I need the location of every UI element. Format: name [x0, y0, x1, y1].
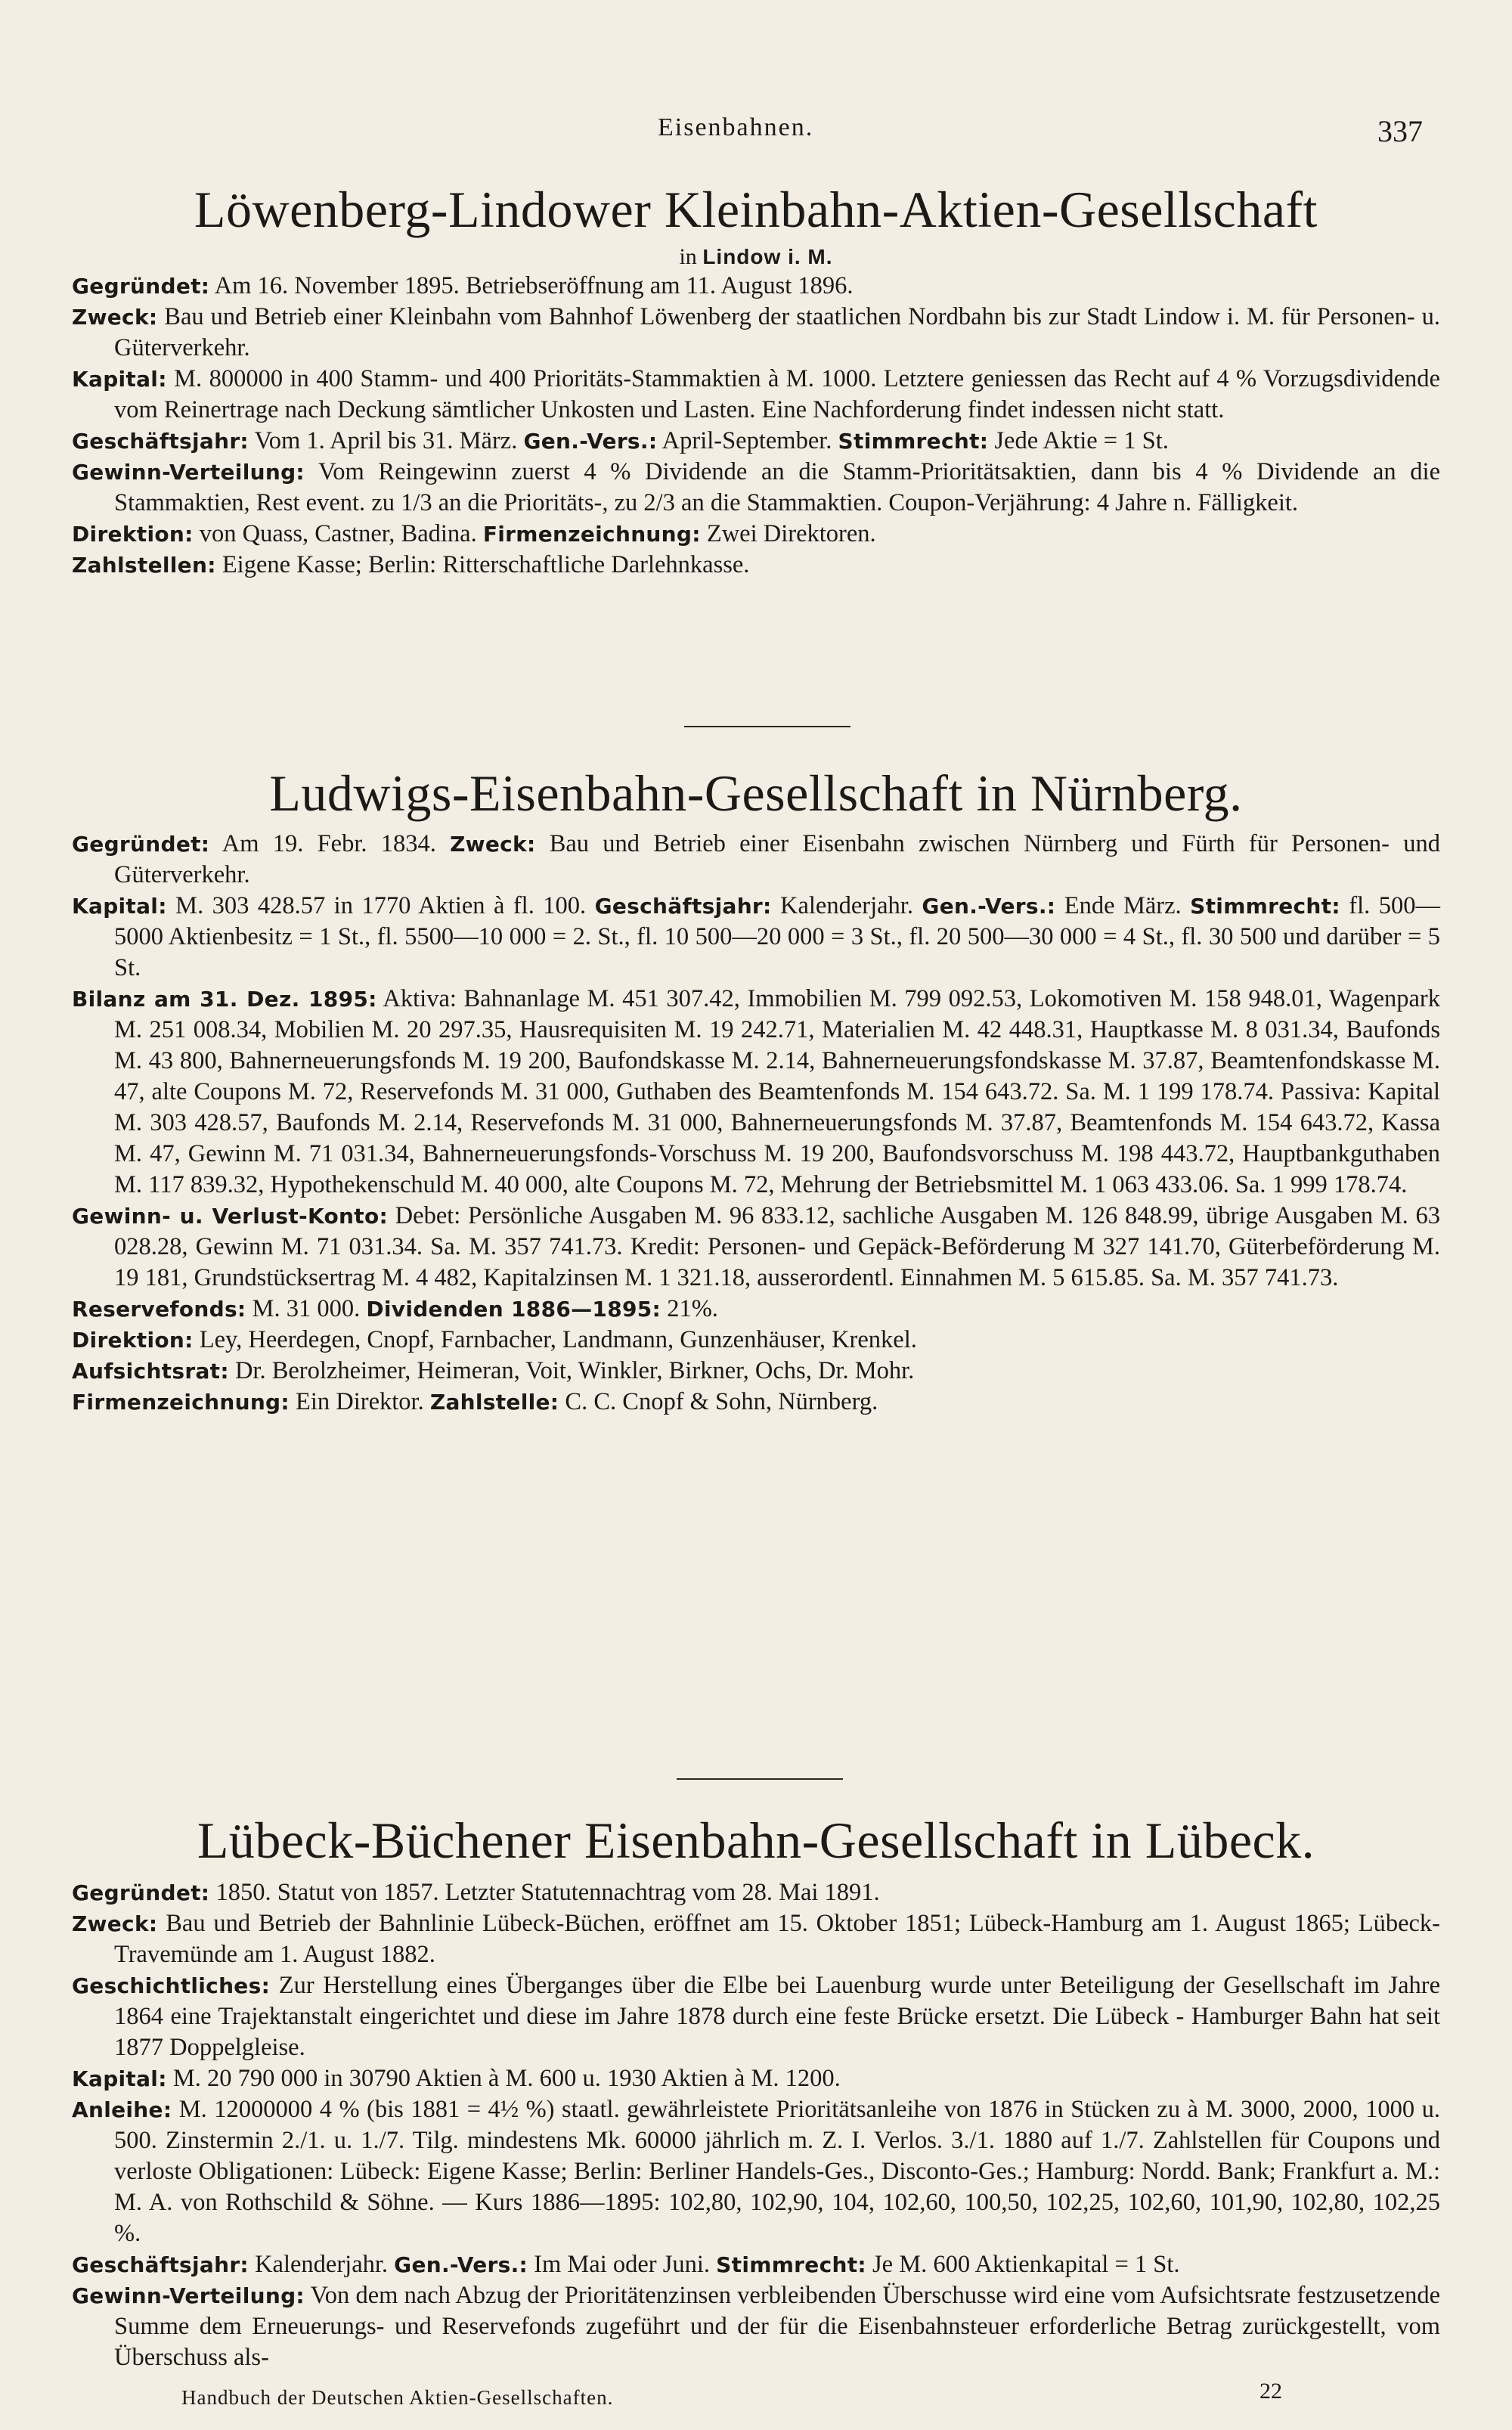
entry-gegruendet: Gegründet: 1850. Statut von 1857. Letzter Statutennachtrag vom 28. Mai 1891.	[72, 1879, 880, 1906]
company-loewenberg-lindower	[72, 180, 1440, 581]
entry-geschaeftsjahr: Geschäftsjahr: Kalenderjahr. Gen.-Vers.: Im Mai oder Juni. Stimmrecht: Je M. 600 Aktienkapital = 1 St.	[72, 2251, 1180, 2278]
company-title: Lübeck-Büchener Eisenbahn-Gesellschaft in Lübeck.	[197, 1812, 1315, 1869]
entry-gewinn-verteilung: Gewinn-Verteilung: Von dem nach Abzug der Prioritätenzinsen verbleibenden Überschusse wird eine vom Aufsichtsrate festzusetzende Summe dem Erneuerungs- und Reservefonds zugeführt und der für die Eisenbahnsteuer erforderliche Betrag zurückgestellt, vom Überschuss als-	[72, 2282, 1440, 2371]
entry-reservefonds: Reservefonds: M. 31 000. Dividenden 1886—1895: 21%.	[72, 1295, 718, 1322]
entry-direktion: Direktion: Ley, Heerdegen, Cnopf, Farnbacher, Landmann, Gunzenhäuser, Krenkel.	[72, 1326, 917, 1353]
entry-zweck: Zweck: Bau und Betrieb der Bahnlinie Lübeck-Büchen, eröffnet am 15. Oktober 1851; Lübeck-Hamburg am 1. August 1865; Lübeck-Travemünde am 1. August 1882.	[72, 1910, 1440, 1968]
entry-kapital: Kapital: M. 20 790 000 in 30790 Aktien à M. 600 u. 1930 Aktien à M. 1200.	[72, 2065, 841, 2092]
running-head	[0, 113, 1512, 159]
entry-aufsichtsrat: Aufsichtsrat: Dr. Berolzheimer, Heimeran, Voit, Winkler, Birkner, Ochs, Dr. Mohr.	[72, 1357, 915, 1384]
entry-gegruendet: Gegründet: Am 19. Febr. 1834. Zweck: Bau und Betrieb einer Eisenbahn zwischen Nürnberg und Fürth für Personen- und Güterverkehr.	[72, 830, 1440, 888]
company-location: in Lindow i. M.	[679, 244, 833, 269]
entry-firmenzeichnung: Firmenzeichnung: Ein Direktor. Zahlstelle: C. C. Cnopf & Sohn, Nürnberg.	[72, 1388, 878, 1415]
entry-geschichtliches: Geschichtliches: Zur Herstellung eines Überganges über die Elbe bei Lauenburg wurde unter Beteiligung der Gesellschaft im Jahre 1864 eine Trajektanstalt eingerichtet und diese im Jahre 1878 durch eine feste Brücke ersetzt. Die Lübeck - Hamburger Bahn hat seit 1877 Doppelgleise.	[72, 1972, 1440, 2061]
entry-zahlstellen: Zahlstellen: Eigene Kasse; Berlin: Ritterschaftliche Darlehnkasse.	[72, 551, 750, 578]
entry-kapital: Kapital: M. 800000 in 400 Stamm- und 400 Prioritäts-Stammaktien à M. 1000. Letztere geniessen das Recht auf 4 % Vorzugsdividende vom Reinertrage nach Deckung sämtlicher Unkosten und Lasten. Eine Nachforderung findet indessen nicht statt.	[72, 365, 1440, 423]
section-divider	[684, 726, 850, 727]
entry-gewinn-verteilung: Gewinn-Verteilung: Vom Reingewinn zuerst 4 % Dividende an die Stamm-Prioritätsaktien, dann bis 4 % Dividende an die Stammaktien, Rest event. zu 1/3 an die Prioritäts-, zu 2/3 an die Stammaktien. Coupon-Verjährung: 4 Jahre n. Fälligkeit.	[72, 458, 1440, 516]
section-divider	[677, 1778, 843, 1780]
signature-mark: 22	[1259, 2379, 1282, 2404]
entry-direktion: Direktion: von Quass, Castner, Badina. Firmenzeichnung: Zwei Direktoren.	[72, 520, 876, 547]
entry-gewinn-verlust-konto: Gewinn- u. Verlust-Konto: Debet: Persönliche Ausgaben M. 96 833.12, sachliche Ausgaben M. 126 848.99, übrige Ausgaben M. 63 028.28, Gewinn M. 71 031.34. Sa. M. 357 741.73. Kredit: Personen- und Gepäck-Beförderung M 327 141.70, Güterbeförderung M. 19 181, Grundstücksertrag M. 4 482, Kapitalzinsen M. 1 321.18, ausserordentl. Einnahmen M. 5 615.85. Sa. M. 357 741.73.	[72, 1202, 1440, 1291]
entry-geschaeftsjahr: Geschäftsjahr: Vom 1. April bis 31. März. Gen.-Vers.: April-September. Stimmrecht: Jede Aktie = 1 St.	[72, 427, 1169, 454]
section-title: Eisenbahnen.	[658, 113, 814, 141]
entry-bilanz: Bilanz am 31. Dez. 1895: Aktiva: Bahnanlage M. 451 307.42, Immobilien M. 799 092.53, Lokomotiven M. 158 948.01, Wagenpark M. 251 008.34, Mobilien M. 20 297.35, Hausrequisiten M. 19 242.71, Materialien M. 42 448.31, Hauptkasse M. 8 031.34, Baufonds M. 43 800, Bahnerneuerungsfonds M. 19 200, Baufondskasse M. 2.14, Bahnerneuerungsfondskasse M. 37.87, Beamtenfondskasse M. 47, alte Coupons M. 72, Reservefonds M. 31 000, Guthaben des Beamtenfonds M. 154 643.72. Sa. M. 1 199 178.74. Passiva: Kapital M. 303 428.57, Baufonds M. 2.14, Reservefonds M. 31 000, Bahnerneuerungsfonds M. 37.87, Beamtenfonds M. 154 643.72, Kassa M. 47, Gewinn M. 71 031.34, Bahnerneuerungsfonds-Vorschuss M. 19 200, Baufondsvorschuss M. 198 443.72, Hauptbankguthaben M. 117 839.32, Hypothekenschuld M. 40 000, alte Coupons M. 72, Mehrung der Betriebsmittel M. 1 063 433.06. Sa. 1 999 178.74.	[72, 985, 1440, 1198]
entry-gegruendet: Gegründet: Am 16. November 1895. Betriebseröffnung am 11. August 1896.	[72, 272, 854, 299]
entry-anleihe: Anleihe: M. 12000000 4 % (bis 1881 = 4½ %) staatl. gewährleistete Prioritätsanleihe von 1876 in Stücken zu à M. 3000, 2000, 1000 u. 500. Zinstermin 2./1. u. 1./7. Tilg. mindestens Mk. 60000 jährlich m. Z. I. Verlos. 3./1. 1880 auf 1./7. Zahlstellen für Coupons und verloste Obligationen: Lübeck: Eigene Kasse; Berlin: Berliner Handels-Ges., Disconto-Ges.; Hamburg: Nordd. Bank; Frankfurt a. M.: M. A. von Rothschild & Söhne. — Kurs 1886—1895: 102,80, 102,90, 104, 102,60, 100,50, 102,25, 102,60, 101,90, 102,80, 102,25 %.	[72, 2096, 1440, 2247]
company-luebeck-buechener	[72, 1811, 1440, 2373]
page-number: 337	[1377, 114, 1423, 148]
company-ludwigs-eisenbahn	[72, 764, 1440, 1418]
entry-kapital: Kapital: M. 303 428.57 in 1770 Aktien à fl. 100. Geschäftsjahr: Kalenderjahr. Gen.-Vers.: Ende März. Stimmrecht: fl. 500—5000 Aktienbesitz = 1 St., fl. 5500—10 000 = 2. St., fl. 10 500—20 000 = 3 St., fl. 20 500—30 000 = 4 St., fl. 30 500 und darüber = 5 St.	[72, 892, 1440, 981]
entry-zweck: Zweck: Bau und Betrieb einer Kleinbahn vom Bahnhof Löwenberg der staatlichen Nordbahn bis zur Stadt Lindow i. M. für Personen- u. Güterverkehr.	[72, 303, 1440, 361]
company-title: Löwenberg-Lindower Kleinbahn-Aktien-Gesellschaft	[194, 181, 1318, 238]
company-title: Ludwigs-Eisenbahn-Gesellschaft in Nürnberg.	[269, 764, 1243, 822]
footer-title: Handbuch der Deutschen Aktien-Gesellschaften.	[181, 2386, 614, 2409]
